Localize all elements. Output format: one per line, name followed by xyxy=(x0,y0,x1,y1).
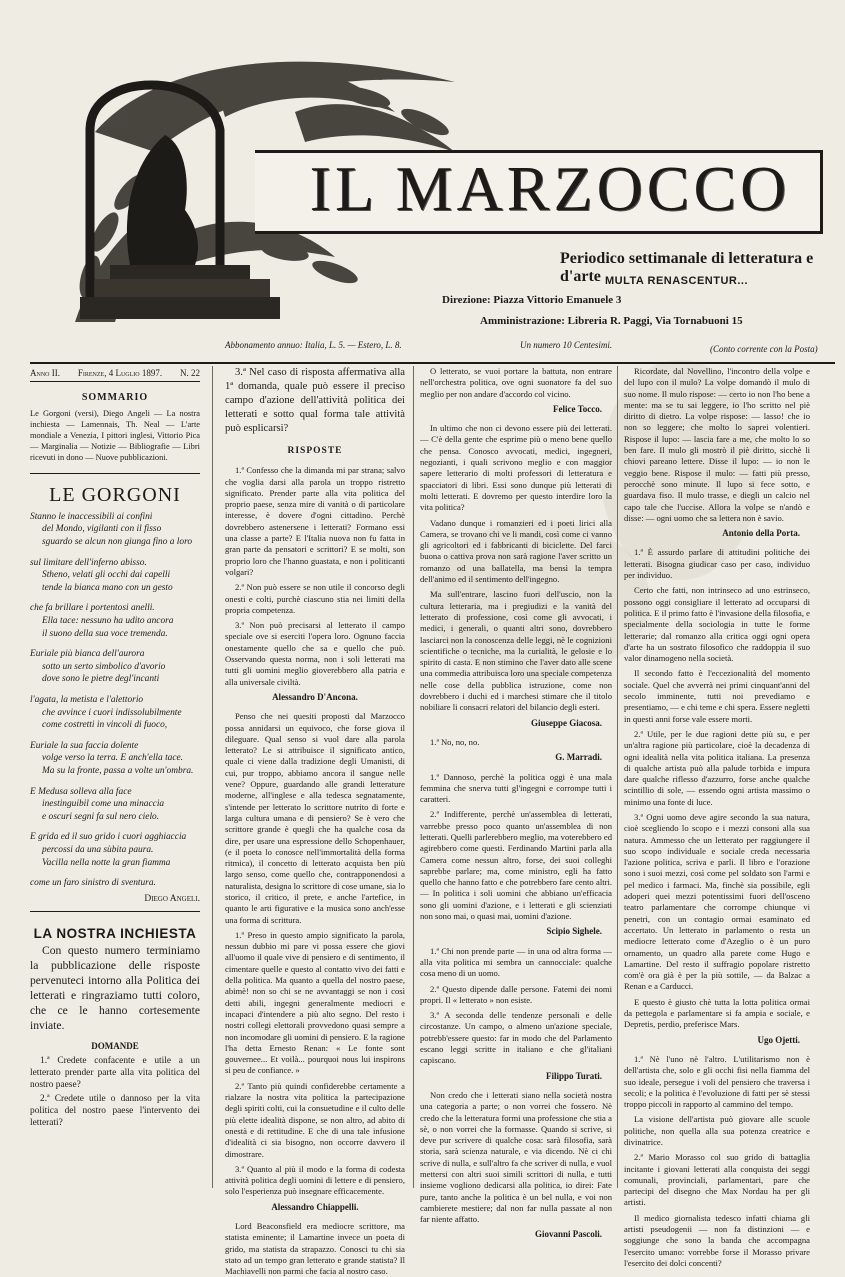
issue-price: Un numero 10 Centesimi. xyxy=(520,340,613,350)
paragraph: Il medico giornalista tedesco infatti chiama gli artisti pseudogenii — non fa distinzioni — e soggiunge che sono la banda che accompagna l'esercito umano: vorrebbe forse il Morasso privare l'esercito dei dolci concenti? xyxy=(624,1212,810,1268)
masthead xyxy=(20,0,840,355)
signature: Giovanni Pascoli. xyxy=(534,1229,602,1240)
paragraph: 1.ª Dannoso, perchè la politica oggi è una mala femmina che snerva tutti gl'ingegni e corrompe tutti i caratteri. xyxy=(420,771,612,805)
poem-line: E Medusa solleva alla face xyxy=(30,786,132,797)
column-1 xyxy=(30,366,200,1186)
paragraph: Ricordate, dal Novellino, l'incontro della volpe e del lupo con il mulo? La volpe domandò il mulo di suo nome. Il mulo rispose: — certo io non l'ho bene a mente: ma se tu sai leggere, io l'ho scritto nel piè diritto di dietro. La volpe rispose: — lasso! che io non so leggere; che molto lo saprei volentieri. Rispose il lupo: — lascia fare a me, che molto lo so ben fare. Il mulo gli mostrò il piè diritto, sicchè li chiovi pareano lettere. Disse il lupo: — io non le veggio bene. Rispose il mulo: — fatti più presso, perocchè sono minute. Il lupo si fece sotto, e guardava fiso. Il mulo trasse, e diegli un calcio nel capo tale che l'uccise. Allora la volpe se n'andò e disse: — ogni uomo che sa lettera non è savio. xyxy=(624,366,810,523)
poem-line: percossi da una sùbita paura. xyxy=(42,844,154,855)
paragraph: 2.ª Non può essere se non utile il concorso degli onesti e colti, purchè ciascuno stia nei limiti della propria competenza. xyxy=(225,582,405,615)
domanda-item: 2.ª Credete utile o dannoso per la vita politica del nostro paese l'intervento dei letterati? xyxy=(30,1093,200,1128)
paragraph: 1.ª No, no, no. xyxy=(430,736,480,747)
paragraph: 1.ª Nè l'uno nè l'altro. L'utilitarismo non è dell'artista che, solo e gli occhi fisi nella fiamma del suo ideale, persegue i voli del pensiero che traversa i secoli; e la politica è l'evoluzione di fatti per sè stessi troppo piccoli in rapporto al cammino del tempo. xyxy=(624,1053,810,1110)
column-rule xyxy=(413,366,414,1188)
stanza-gap xyxy=(30,594,200,602)
signature: Antonio della Porta. xyxy=(722,528,800,539)
risposte-heading: RISPOSTE xyxy=(287,446,343,456)
poem-line: che fa brillare i portentosi anelli. xyxy=(30,603,155,614)
direzione-address: Direzione: Piazza Vittorio Emanuele 3 xyxy=(442,294,622,306)
inchiesta-heading: LA NOSTRA INCHIESTA xyxy=(33,926,197,942)
signature: Giuseppe Giacosa. xyxy=(530,717,602,728)
paragraph: 1.ª Preso in questo ampio significato la parola, nessun dubbio mi pare vi possa essere che giovi all'uomo il quale vive di pensiero e di sentimento, il cimentare quelle e questo al contatto vivo dei fatti e della politica. Ma quanto a quella del nostro paese, abimè! non so chi se ne avvantaggi se non i così detti abili, ingegni generalmente mediocri e incapaci d'intendere a più alto segno. Del resto i nostri collegi elettorali provvedono quasi sempre a non incomodare gli uomini di pensiero. E la ragione l'ha detta Ernesto Renan: « Le fonte sont gouvernee... Et voilà... pourquoi nous lui inspirons si peu de confiance. » xyxy=(225,929,405,1076)
sommario-heading: SOMMARIO xyxy=(81,392,149,404)
paragraph: Penso che nei quesiti proposti dal Marzocco possa annidarsi un equivoco, che forse giova il dileguare. Qual senso si vuol dare alla parola letterato? Le si attribuisce il significato antico, quale ci viene dalla tradizione degli Umanisti, di cui, pur troppo, abbiamo ancora il sangue nelle vene? Oppure, guardando alle grandi letterature moderne, all'inglese e alla tedesca segnatamente, s'intende per letterato lo scrittore nutrito di forte e larga cultura umana e di pensiero? Se è vero che scrittore grande è quegli che ha qualche cosa da dire, per usare una espressione dello Schopenhauer, (e il poeta lo conosce nell'immortalità della forma ritmica), il concetto di letterato acquista ben più largo senso, come quello che, contrapponendosi a naturalista, designa lo scrittore di cose umane, sia lo storico, il critico, il prete, e anche l'artefice, in quanto le arti figurative e la musica sono anch'esse una forma di scrittura. xyxy=(225,711,405,925)
paragraph: Ma sull'entrare, lascino fuori dell'uscio, non la cultura letteraria, ma i pregiudizi e la vanità del letterato di professione, così come gli avvocati, i medici, i generali, o quanti altri sono, dovrebbero lasciarci non la conoscenza delle leggi, nè le cognizioni scientifiche o tecniche, ma la curialità, le gelosie e lo spirito di casta. E non stimino che l'aver dato alle scene una commedia attribuisca loro una speciale competenza nelle cose della pubblica istruzione, come non dovrebbero i duchi ed i marchesi stimare che il titolo nobiliare li consacri relatori del bilancio degli esteri. xyxy=(420,589,612,713)
divider xyxy=(30,473,200,474)
paragraph: 1.ª È assurdo parlare di attitudini politiche dei letterati. Bisogna giudicar caso per caso, individuo per individuo. xyxy=(624,547,810,581)
paragraph: 3.ª Ogni uomo deve agire secondo la sua natura, cioè scegliendo lo scopo e i mezzi consoni alla sua natura. Ammesso che un letterato per raggiungere il suo scopo individuale e sociale creda necessaria l'azione politica, scriva e parli. Il libro e l'orazione sono i suoi mezzi, così come pel soldato son l'armi e pel medico i farmaci. Ma, finchè sia possibile, egli adoperi quei mezzi potentissimi fuori dell'osceno teatro parlamentare che corrompe chiunque vi penetri, con un contagio ormai esaminato ed accertato. Un letterato in parlamento o resta un mediocre letterato come d'Azeglio o è un puro ornamento, un quadro alla parete come Hugo e Lamartine. Del resto il suffragio popolare ristretto com'è ora già è per la più sottile, — da Balzac a Renan e a Carducci. xyxy=(624,811,810,992)
masthead-rule xyxy=(30,362,835,364)
paragraph: 1.ª Confesso che la dimanda mi par strana; salvo che voglia darsi alla parola un troppo ristretto significato. Prender parte alla vita politica del proprio paese, senza mire di vanità o di particolare interesse, è dovere d'ogni cittadino. Perchè dovrebbero astenersene i letterati? Formano essi una classe a parte? E l'Italia nuova non fu fatta in gran parte da pensatori e scrittori? E se molti, son proprio loro che l'hanno guastata, e non i politicanti volgari? xyxy=(225,465,405,577)
dateline xyxy=(30,366,200,382)
poem-line: Euriale più bianca dell'aurora xyxy=(30,649,145,660)
poem-line: Ella tace: nessuno ha udito ancora xyxy=(42,616,174,627)
paragraph: Certo che fatti, non intrinseco ad uno estrinseco, possono oggi consigliare il letterato ad occuparsi di politica. E il primo fatto è l'invasione della filosofia, e specialmente della sociologia in tutte le forme letterarie; dal romanzo alla critica oggi ogni opera d'arte ha un sostrato filosofico che raddoppia il suo valor dinamogeno nella società. xyxy=(624,585,810,664)
paragraph: O letterato, se vuoi portare la battuta, non entrare nell'orchestra politica, ove ogni suonatore fa del suo meglio per non andare d'accordo col vicino. xyxy=(420,366,612,399)
column-rule xyxy=(617,366,618,1188)
paragraph: 2.ª Utile, per le due ragioni dette più su, e per un'altra ragione più particolare, cioè la decadenza di ogni idealità nella vita politica italiana. La presenza di qualche artista può alla palude torbida e impura dare qualche riflesso d'azzurro, forse anche qualche scintillio di sole, — essendo ogni artista massimo o minimo una fonte di luce. xyxy=(624,728,810,807)
poem-line: Stanno le inaccessibili ai confini xyxy=(30,511,153,522)
poem-line: Vacilla nella notte la gran fiamma xyxy=(42,857,171,868)
domanda-item: 1.ª Credete confacente e utile a un letterato prender parte alla vita politica del nostro paese? xyxy=(30,1055,200,1090)
poem-title: LE GORGONI xyxy=(49,483,181,506)
anno: Anno II. xyxy=(30,368,60,378)
paragraph: Non credo che i letterati siano nella società nostra una categoria a parte; o non vorrei che fossero. Nè credo che la letteratura formi una professione che stia a sè, o non vorrei che la formasse. Quando si scrive, si deve pur scrivere di qualche cosa: sarà filosofia, sarà storia, sarà scienza naturale, e via dicendo. Nè ci chi scrive di nulla, e sull'altro fa che scriver di nulla, e vuol mettersi con altri suoi simili scrittori di nulla, e tutti insieme vogliono dedicarsi alla politica, io direi: Fate pure, tanto anche la politica è un bel nulla, e voi non cambierete mestiere; dal non far nulla passate al non far niente affatto. xyxy=(420,1089,612,1225)
paragraph: In ultimo che non ci devono essere più dei letterati. — C'è della gente che esprime più o meno bene quello che pensa. Conosco avvocati, medici, ingegneri, negozianti, i quali scrivono meglio e con maggior sapere letterario di molti professori di letteratura e spacciatori di libri. Essi sono dunque più letterati di molti letterati. E dovremo per questo interdire loro la vita politica? xyxy=(420,423,612,513)
newspaper-subtitle: Periodico settimanale di letteratura e d'arte xyxy=(560,250,814,285)
marzocco-lion-statue xyxy=(50,40,280,340)
poem-line: dove sono le pietre degl'incanti xyxy=(42,674,160,685)
poem-line: sotto un serto simbolico d'avorio xyxy=(42,661,166,672)
poem-line: Stheno, velati gli occhi dai capelli xyxy=(42,570,171,581)
signature: Filippo Turati. xyxy=(545,1070,602,1081)
column-rule xyxy=(212,366,213,1188)
domanda-3: 3.ª Nel caso di risposta affermativa alla 1ª domanda, quale può essere il preciso campo d'azione dell'attività politica dei letterati e sotto qual forma tale attività può esplicarsi? xyxy=(225,367,405,434)
issue-date: Firenze, 4 Luglio 1897. xyxy=(77,368,163,378)
column-2 xyxy=(225,366,405,1277)
paragraph: Il secondo fatto è l'eccezionalità del momento sociale. Quel che avverrà nei primi cinquant'anni del secolo imminente, tutti noi prevediamo e presentiamo, — e chi teme e chi spera. Essere negletti in questi anni forse vale essere morti. xyxy=(624,668,810,724)
newspaper-title: IL MARZOCCO xyxy=(309,153,791,224)
paragraph: 3.ª Quanto al più il modo e la forma di codesta attività politica degli uomini di lettere e di pensiero, solo l'esperienza può insegnare efficacemente. xyxy=(225,1163,405,1197)
poem-line: inestinguibil come una minaccia xyxy=(42,799,165,810)
poem-line: il suono della sua voce tremenda. xyxy=(42,628,168,639)
amministrazione-address: Amministrazione: Libreria R. Paggi, Via Tornabuoni 15 xyxy=(480,315,743,327)
stanza-gap xyxy=(30,778,200,786)
poem-body xyxy=(30,511,200,890)
poem-line: E grida ed il suo grido i cuori agghiaccia xyxy=(30,832,187,843)
motto: MULTA RENASCENTUR... xyxy=(605,275,749,287)
stanza-gap xyxy=(30,640,200,648)
domande-list xyxy=(30,1055,200,1129)
signature: Felice Tocco. xyxy=(553,403,602,414)
signature: Alessandro D'Ancona. xyxy=(272,691,358,702)
poem-line: come un faro sinistro di sventura. xyxy=(30,878,156,889)
paragraph: 1.ª Chi non prende parte — in una od altra forma — alla vita politica mi sembra un cannocciale: qualche cosa meno di un uomo. xyxy=(420,945,612,979)
signature: Scipio Sighele. xyxy=(546,926,602,937)
paragraph: 2.ª Questo dipende dalle persone. Fatemi dei nomi propri. Il « letterato » non esiste. xyxy=(420,983,612,1005)
paragraph: 2.ª Tanto più quindi confiderebbe certamente a rialzare la nostra vita politica la partecipazione degli spiriti colti, cui la consuetudine e il culto delle più elette idealità dispone, se non altro, ad abito di onestà e di rettitudine. E che di una tale infusione d'idealità ci sia bisogno, non occorre davvero il dimostrare. xyxy=(225,1080,405,1159)
stanza-gap xyxy=(30,732,200,740)
issue-number: N. 22 xyxy=(180,368,200,378)
poem-line: del Mondo, vigilanti con il fisso xyxy=(42,524,162,535)
signature: Alessandro Chiappelli. xyxy=(271,1201,359,1212)
postal-account-note: (Conto corrente con la Posta) xyxy=(710,344,818,354)
poem-line: Ma su la fronte, passa a volte un'ombra. xyxy=(42,765,194,776)
divider xyxy=(30,911,200,912)
paragraph: La visione dell'artista può giovare alle scuole politiche, non quella alla sua potenza creatrice e divinatrice. xyxy=(624,1114,810,1147)
poem-author: Diego Angeli. xyxy=(144,893,200,904)
poem-line: come costretti in vincoli di fuoco, xyxy=(42,720,168,731)
paragraph: E questo è giusto chè tutta la lotta politica ormai da pettegola e parlamentare si fa ampia e sociale, e Depretis, perdio, preferisce Mars. xyxy=(624,996,810,1030)
paragraph: 2.ª Mario Morasso col suo grido di battaglia incitante i giovani letterati alla conquista dei seggi comunali, provinciali, parlamentari, pare che partecipi del disegno che Max Nordau ha per gli artisti. xyxy=(624,1152,810,1208)
poem-line: Euriale la sua faccia dolente xyxy=(30,740,139,751)
paragraph: 2.ª Indifferente, perchè un'assemblea di letterati, varrebbe presso poco quanto un'assemblea di non letterati. Quelli parlerebbero meglio, ma voterebbero ed agirebbero come questi. Ferdinando Martini parla alla Camera come nessun altro, forse, dei suoi colleghi saprebbe parlare; ma, come ministro, egli ha fatto quello che hanno fatto e che potrebbero fare cento altri. — In politica i soli uomini che abbiano un'efficacia sono gli uomini d'azione, e i letterati e gli scienziati non sono mai, o quasi mai, uomini d'azione. xyxy=(420,809,612,922)
subscription-price: Abbonamento annuo: Italia, L. 5. — Estero, L. 8. xyxy=(225,340,402,350)
column-3 xyxy=(420,366,612,1240)
stanza-gap xyxy=(30,823,200,831)
domande-heading: DOMANDE xyxy=(91,1041,139,1052)
paragraph: Lord Beaconsfield era mediocre scrittore, ma statista eminente; il Lamartine invece un poeta di grido, ma statista da strapazzo. Conosci tu chi sia stato ad un tempo gran letterato e grande statista? Il Machiavelli non parmi che facia al nostro caso. xyxy=(225,1221,405,1277)
sommario-text: Le Gorgoni (versi), Diego Angeli — La nostra inchiesta — Lamennais, Th. Neal — L'arte mondiale a Venezia, I pittori inglesi, Vittorio Pica — Marginalia — Notizie — Bibliografie — Libri ricevuti in dono — Nuove pubblicazioni. xyxy=(30,408,200,462)
paragraph: Vadano dunque i romanzieri ed i poeti lirici alla Camera, se trovano chi ve li mandi, così come ci vanno gli agricoltori ed i fabbricanti di biciclette. Del farci buona o cattiva prova non sarà ragione l'aver scritto un romanzo od una ballatella, ma bensì la tempra dell'animo ed il sentimento dell'ingegno. xyxy=(420,517,612,585)
stanza-gap xyxy=(30,549,200,557)
stanza-gap xyxy=(30,686,200,694)
poem-line: sul limitare dell'inferno abisso. xyxy=(30,557,147,568)
signature: Ugo Ojetti. xyxy=(757,1034,800,1045)
stanza-gap xyxy=(30,869,200,877)
inchiesta-text: Con questo numero terminiamo la pubblicazione delle risposte pervenuteci intorno alla Politica dei letterati e ringraziamo tutti coloro, che ce le hanno cortesemente inviate. xyxy=(30,944,200,1033)
poem-line: tende la bianca mano con un gesto xyxy=(42,582,173,593)
poem-line: l'agata, la metista e l'alettorio xyxy=(30,695,144,706)
poem-line: volge verso la terra. E anch'ella tace. xyxy=(42,753,184,764)
poem-line: e oscuri segni fa sul nero cielo. xyxy=(42,811,160,822)
poem-line: che avvince i cuori indissolubilmente xyxy=(42,707,182,718)
column-4 xyxy=(624,366,810,1268)
poem-line: sguardo se alcun non giunga fino a loro xyxy=(42,537,193,548)
paragraph: 3.ª A seconda delle tendenze personali e delle circostanze. Un campo, o almeno un'azione speciale, potrebb'essere questo: far in modo che del Parlamento escano leggi scritte in italiano e che gl'italiani capiscano. xyxy=(420,1010,612,1066)
paragraph: 3.ª Non può precisarsi al letterato il campo speciale ove si eserciti l'opera loro. Ognuno faccia onestamente quello che sa e quello che può. Osservando questa norma, non i soli letterati ma tutti gli uomini meglio gioverebbero alla patria e alla universale civiltà. xyxy=(225,620,405,687)
signature: G. Marradi. xyxy=(555,752,602,763)
